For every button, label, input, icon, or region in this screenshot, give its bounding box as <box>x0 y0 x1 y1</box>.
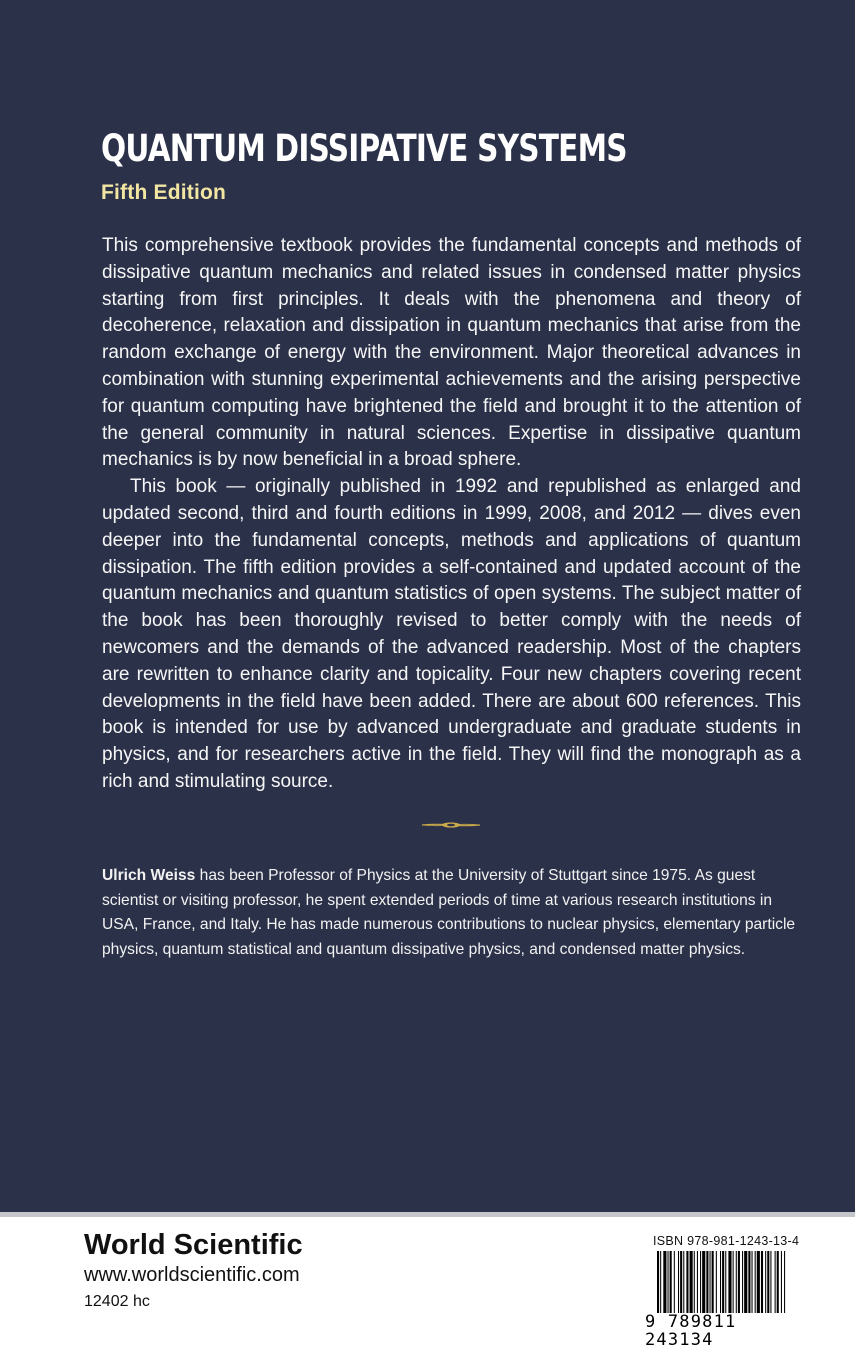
book-title: QUANTUM DISSIPATIVE SYSTEMS <box>101 127 627 170</box>
isbn-block <box>645 1233 815 1349</box>
product-code: 12402 hc <box>84 1293 150 1310</box>
author-name: Ulrich Weiss <box>102 867 196 884</box>
publisher-block <box>84 1228 303 1314</box>
book-description <box>102 233 801 796</box>
ornament-divider-icon <box>422 820 480 830</box>
barcode-digits: 9 789811 243134 <box>645 1313 815 1349</box>
isbn-label: ISBN 978-981-1243-13-4 <box>653 1234 800 1248</box>
bottom-strip <box>0 1212 855 1217</box>
description-paragraph-2: This book — originally published in 1992 and republished as enlarged and updated second, third and fourth editions in 1999, 2008, and 2012 — dives even deeper into the fundamental concepts, methods and applications of quantum dissipation. The fifth edition provides a self-contained and updated account of the quantum mechanics and quantum statistics of open systems. The subject matter of the book has been thoroughly revised to better comply with the needs of newcomers and the demands of the advanced readership. Most of the chapters are rewritten to enhance clarity and topicality. Four new chapters covering recent developments in the field have been added. There are about 600 references. This book is intended for use by advanced undergraduate and graduate students in physics, and for researchers active in the field. They will find the monograph as a rich and stimulating source. <box>102 476 801 792</box>
publisher-name: World Scientific <box>84 1229 303 1261</box>
description-paragraph-1: This comprehensive textbook provides the fundamental concepts and methods of dissipative quantum mechanics and related issues in condensed matter physics starting from first principles. It deals with the phenomena and theory of decoherence, relaxation and dissipation in quantum mechanics that arise from the random exchange of energy with the environment. Major theoretical advances in combination with stunning experimental achievements and the arising perspective for quantum computing have brightened the field and brought it to the attention of the general community in natural sciences. Expertise in dissipative quantum mechanics is by now beneficial in a broad sphere. <box>102 235 801 471</box>
author-bio-text: has been Professor of Physics at the University of Stuttgart since 1975. As guest scientist or visiting professor, he spent extended periods of time at various research institutions in USA, France, and Italy. He has made numerous contributions to nuclear physics, elementary particle physics, quantum statistical and quantum dissipative physics, and condensed matter physics. <box>102 867 796 958</box>
edition-label: Fifth Edition <box>101 181 227 204</box>
author-bio <box>102 864 801 962</box>
publisher-url: www.worldscientific.com <box>84 1264 300 1286</box>
